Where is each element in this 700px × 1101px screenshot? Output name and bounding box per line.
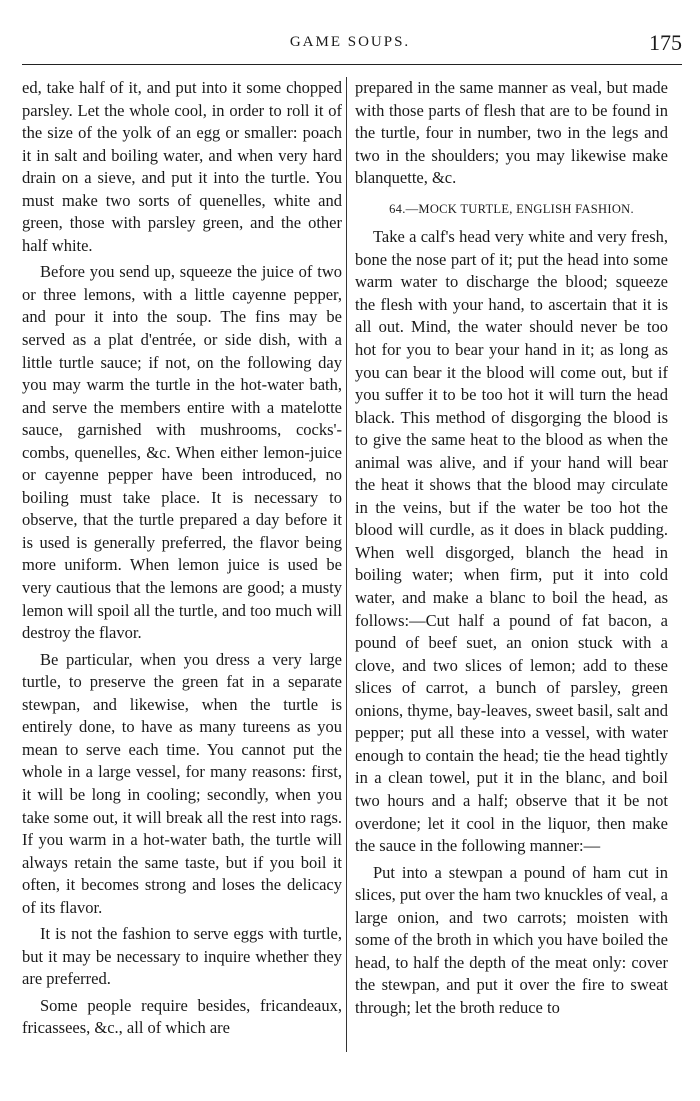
paragraph: It is not the fashion to serve eggs with turtle, but it may be necessary to inquire whether they are preferred. — [22, 924, 342, 989]
left-column — [22, 77, 342, 1044]
header-rule — [22, 64, 682, 65]
paragraph-continued: ed, take half of it, and put into it some chopped parsley. Let the whole cool, in order to roll it of the size of the yolk of an egg or smaller: poach it in salt and boiling water, and when very hard drain on a sieve, and put it into the turtle. You must make two sorts of quenelles, white and green, those with parsley green, and the other half white. — [22, 78, 342, 255]
running-title: GAME SOUPS. — [289, 34, 411, 50]
paragraph-continued: prepared in the same manner as veal, but made with those parts of flesh that are to be found in the turtle, four in number, two in the legs and two in the shoulders; you may likewise make blanquette, &c. — [355, 78, 668, 188]
paragraph: Be particular, when you dress a very large turtle, to preserve the green fat in a separate stewpan, and likewise, when the turtle is entirely done, to have as many tureens as you mean to serve each time. You cannot put the whole in a large vessel, for many reasons: first, it will be long in cooling; secondly, when you take some out, it will break all the rest into rags. If you warm in a hot-water bath, the turtle will always retain the same taste, but if you boil it often, it becomes strong and loses the delicacy of its flavor. — [22, 649, 342, 917]
paragraph: Before you send up, squeeze the juice of two or three lemons, with a little cayenne pepper, and pour it into the soup. The fins may be served as a plat d'entrée, or side dish, with a little turtle sauce; if not, on the following day you may warm the turtle in the hot-water bath, and serve the members entire with a matelotte sauce, garnished with mushrooms, cocks'-combs, quenelles, &c. When either lemon-juice or cayenne pepper have been introduced, no boiling must take place. It is necessary to observe, that the turtle prepared a day before it is used is generally preferred, the flavor being more uniform. When lemon juice is used be very cautious that the lemons are good; a musty lemon will spoil all the turtle, and too much will destroy the flavor. — [22, 262, 342, 643]
section-heading: 64.—MOCK TURTLE, ENGLISH FASHION. — [389, 201, 634, 216]
paragraph: Some people require besides, fricandeaux, fricassees, &c., all of which are — [22, 995, 342, 1038]
page-number: 175 — [649, 30, 682, 55]
column-divider — [346, 77, 347, 1052]
right-column — [355, 77, 668, 1023]
paragraph: Take a calf's head very white and very fresh, bone the nose part of it; put the head into some warm water to discharge the blood; squeeze the flesh with your hand, to ascertain that it is all out. Mind, the water should never be too hot for you to bear your hand in it; as long as you can bear it the blood will come out, but if you suffer it to be too hot it will turn the head black. This method of disgorging the blood is to give the same heat to the blood as when the animal was alive, and if your hand will bear the heat it shows that the blood may circulate in the veins, but if the water be too hot the blood will curdle, as it does in black pudding. When well disgorged, blanch the head in boiling water; when firm, put it into cold water, and make a blanc to boil the head, as follows:—Cut half a pound of fat bacon, a pound of beef suet, an onion stuck with a clove, and two slices of lemon; add to these slices of carrot, a bunch of parsley, green onions, thyme, bay-leaves, sweet basil, salt and pepper; put all these into a vessel, with water enough to contain the head; tie the head tightly in a clean towel, put it in the blanc, and boil two hours and a half; observe that it be not overdone; let it cool in the liquor, then make the sauce in the following manner:— — [355, 227, 668, 856]
running-head — [0, 30, 700, 60]
paragraph: Put into a stewpan a pound of ham cut in slices, put over the ham two knuckles of veal, a large onion, and two carrots; moisten with some of the broth in which you have boiled the head, to half the depth of the meat only: cover the stewpan, and put it over the fire to sweat through; let the broth reduce to — [355, 862, 668, 1017]
